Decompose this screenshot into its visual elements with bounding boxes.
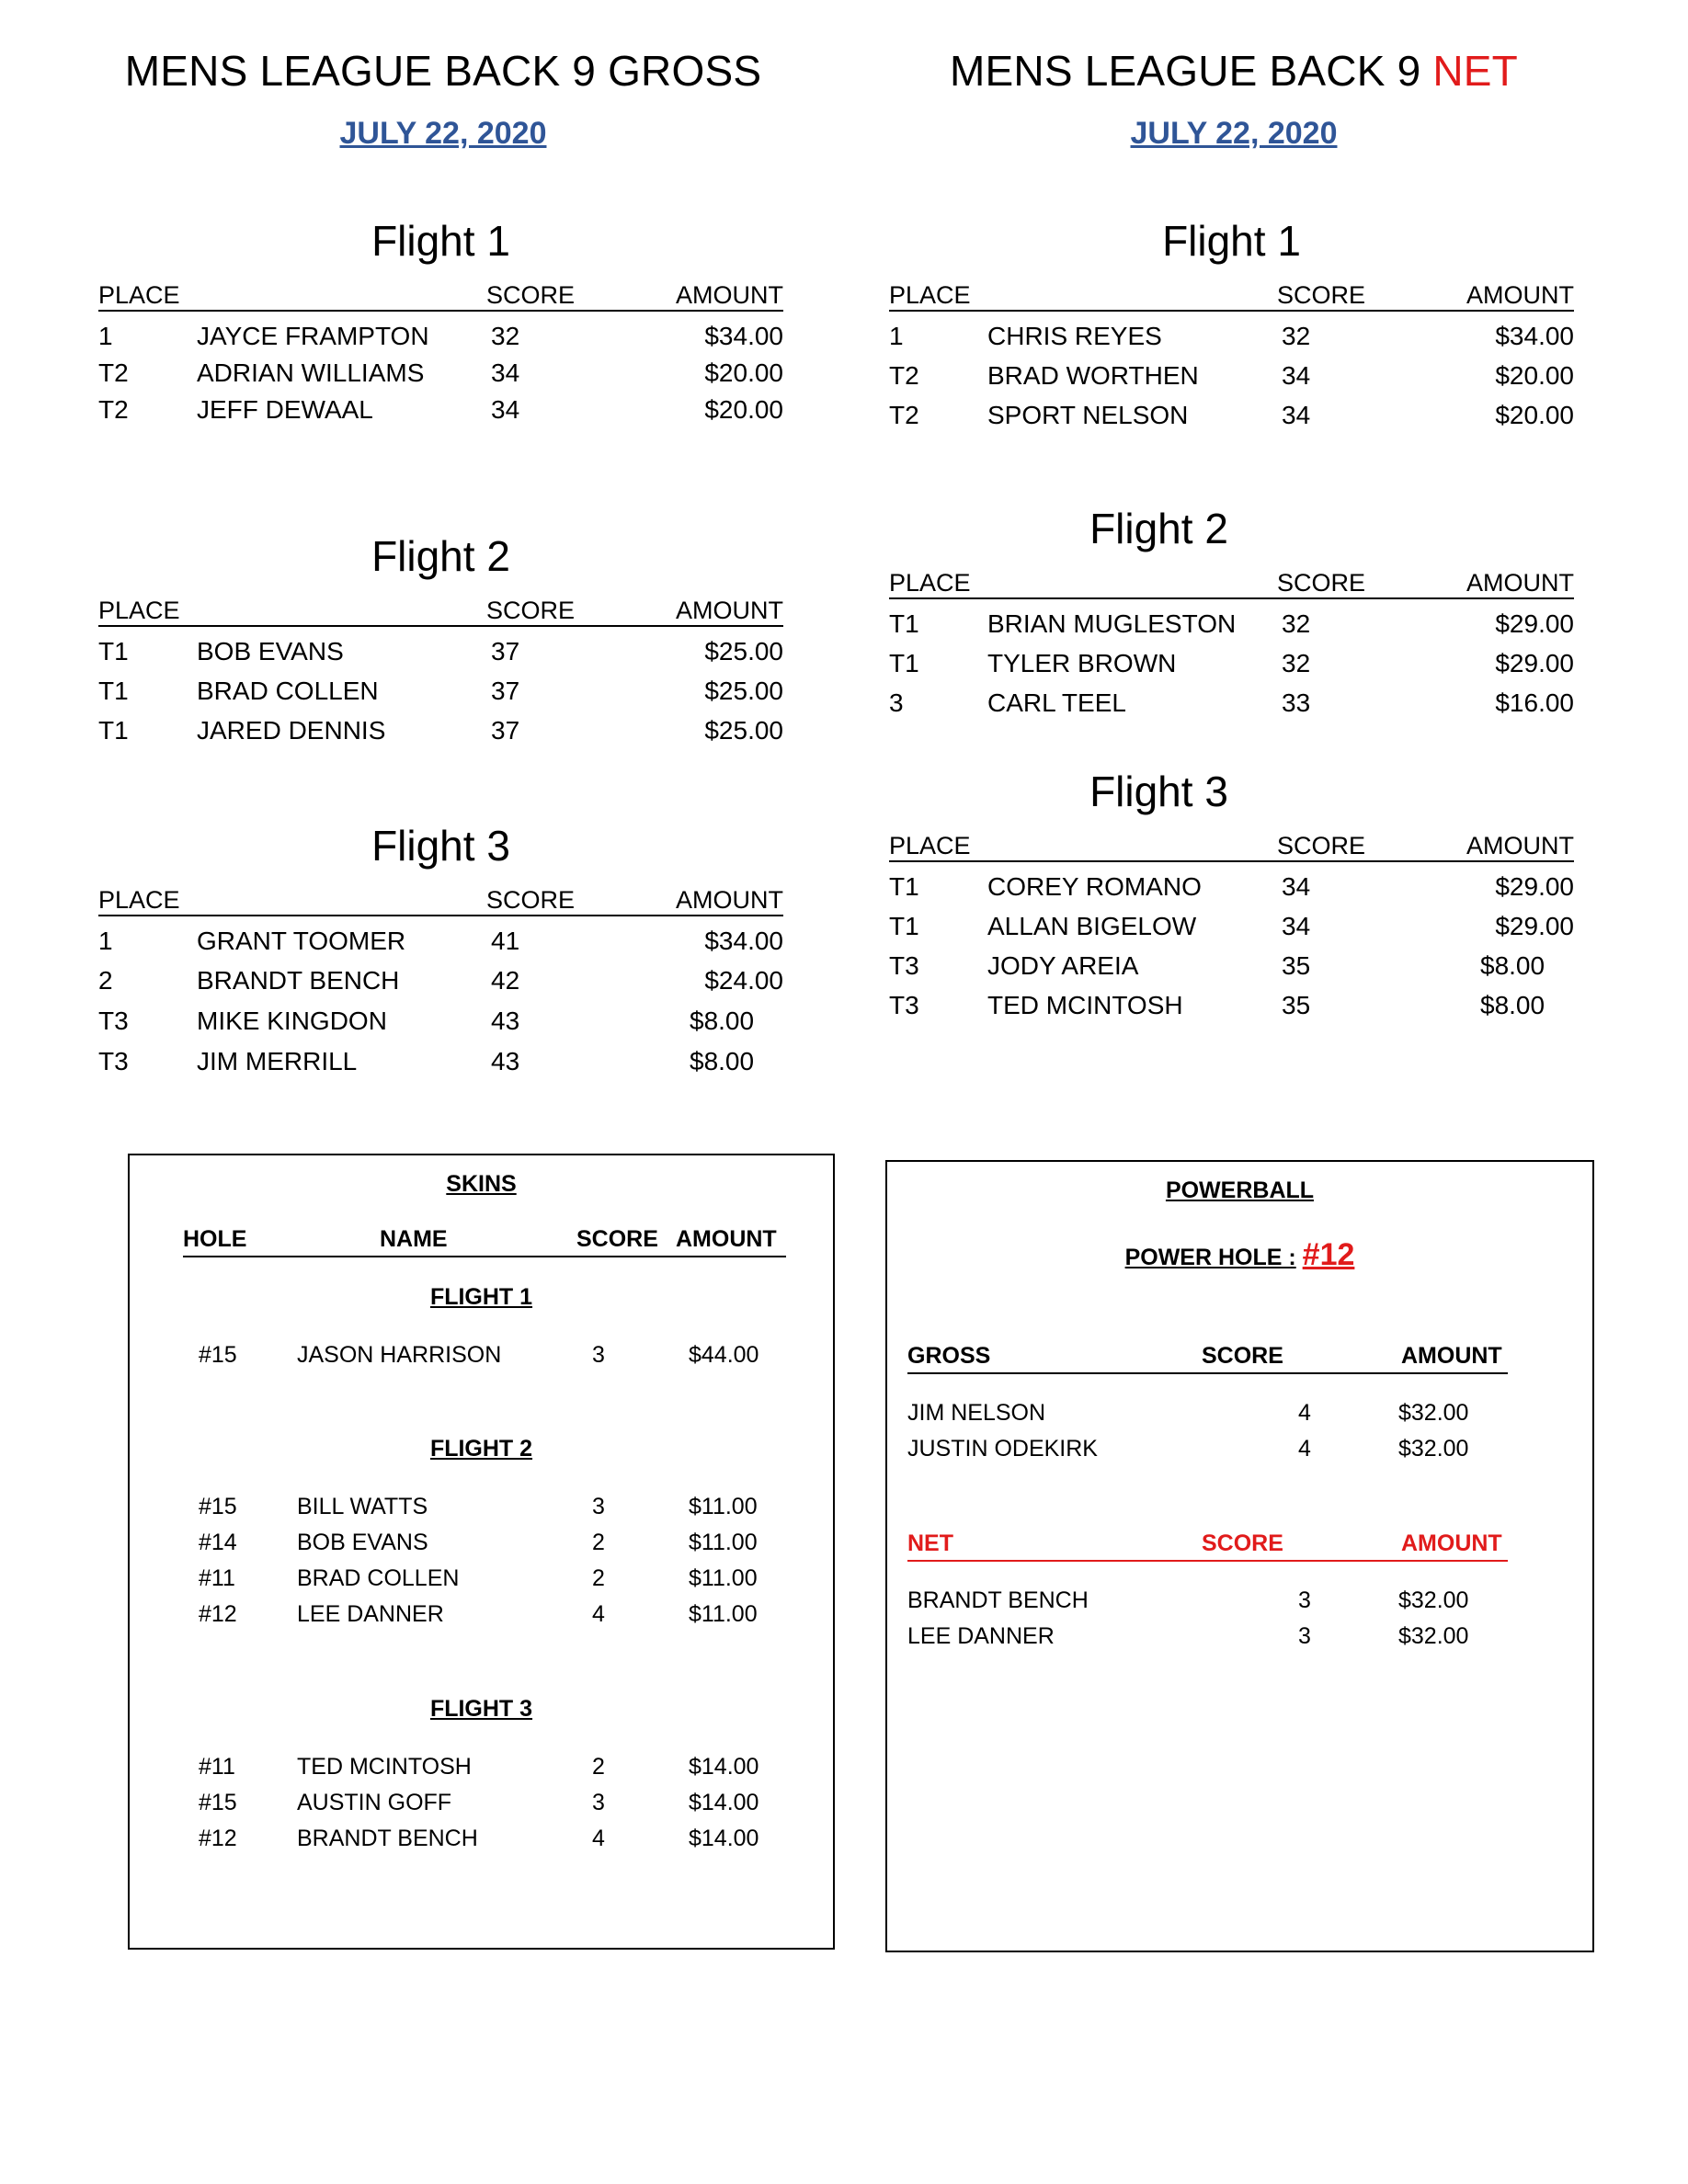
- amount: $11.00: [689, 1494, 758, 1519]
- amount-header: AMOUNT: [1401, 1530, 1502, 1556]
- hole: #14: [199, 1530, 237, 1555]
- score-header: SCORE: [1277, 832, 1366, 859]
- flight-title: Flight 1: [371, 217, 510, 265]
- amount: $29.00: [1495, 649, 1574, 677]
- hole: #12: [199, 1601, 237, 1627]
- amount: $25.00: [704, 716, 783, 745]
- table-row: [889, 991, 1574, 1024]
- score: 35: [1282, 951, 1311, 980]
- table-header: [98, 887, 783, 916]
- player-name: JODY AREIA: [987, 951, 1139, 980]
- amount: $32.00: [1398, 1436, 1469, 1462]
- score: 2: [592, 1565, 605, 1591]
- amount: $20.00: [704, 395, 783, 424]
- score: 3: [592, 1790, 605, 1815]
- score: 2: [592, 1530, 605, 1555]
- hole: #11: [199, 1565, 235, 1591]
- amount: $32.00: [1398, 1623, 1469, 1649]
- place: T2: [98, 395, 129, 424]
- score-header: SCORE: [1202, 1343, 1283, 1369]
- player-name: TED MCINTOSH: [987, 991, 1183, 1019]
- place-header: PLACE: [98, 886, 180, 914]
- amount: $14.00: [689, 1790, 759, 1815]
- score: 4: [592, 1826, 605, 1851]
- table-row: [98, 358, 783, 392]
- score: 42: [491, 966, 520, 995]
- score-header: SCORE: [1277, 281, 1366, 309]
- score: 32: [1282, 322, 1311, 350]
- player-name: BRAD COLLEN: [297, 1565, 460, 1591]
- player-name: BRAD COLLEN: [197, 677, 379, 705]
- gross-date: JULY 22, 2020: [339, 116, 547, 151]
- score: 4: [592, 1601, 605, 1627]
- net-title: [838, 46, 1629, 96]
- amount: $11.00: [689, 1601, 758, 1627]
- hole: #15: [199, 1342, 237, 1368]
- place-header: PLACE: [889, 281, 971, 309]
- player-name: SPORT NELSON: [987, 401, 1189, 429]
- amount: $32.00: [1398, 1400, 1469, 1426]
- player-name: BILL WATTS: [297, 1494, 428, 1519]
- hole: #12: [199, 1826, 237, 1851]
- amount: $20.00: [1495, 401, 1574, 429]
- table-row: [889, 361, 1574, 394]
- skins-title: SKINS: [446, 1171, 517, 1197]
- player-name: JAYCE FRAMPTON: [197, 322, 429, 350]
- place: 1: [98, 322, 113, 350]
- amount-header: AMOUNT: [1401, 1343, 1502, 1369]
- hole-header: HOLE: [183, 1226, 247, 1252]
- player-name: AUSTIN GOFF: [297, 1790, 452, 1815]
- place-header: PLACE: [98, 597, 180, 624]
- place: T2: [889, 401, 919, 429]
- amount: $29.00: [1495, 912, 1574, 940]
- score: 32: [1282, 609, 1311, 638]
- player-name: JARED DENNIS: [197, 716, 386, 745]
- powerball-gross-header: [907, 1343, 1508, 1374]
- amount: $29.00: [1495, 872, 1574, 901]
- amount: $8.00: [690, 1007, 755, 1035]
- score: 4: [1298, 1400, 1311, 1426]
- player-name: BOB EVANS: [197, 637, 344, 665]
- flight-title: Flight 3: [371, 822, 510, 870]
- place: T2: [889, 361, 919, 390]
- place: T3: [98, 1007, 129, 1035]
- place: T1: [889, 912, 919, 940]
- score: 43: [491, 1007, 520, 1035]
- table-row: [889, 872, 1574, 905]
- amount: $32.00: [1398, 1587, 1469, 1613]
- player-name: ALLAN BIGELOW: [987, 912, 1197, 940]
- skins-flight-2-title: FLIGHT 2: [429, 1436, 533, 1462]
- player-name: CHRIS REYES: [987, 322, 1162, 350]
- place: 2: [98, 966, 113, 995]
- place: T2: [98, 358, 129, 387]
- amount-header: AMOUNT: [1466, 569, 1574, 597]
- player-name: BRANDT BENCH: [297, 1826, 478, 1851]
- place: T3: [889, 991, 919, 1019]
- place: T1: [98, 716, 129, 745]
- table-row: [98, 395, 783, 428]
- table-row: [889, 951, 1574, 984]
- table-header: [889, 282, 1574, 312]
- place: T1: [889, 872, 919, 901]
- player-name: MIKE KINGDON: [197, 1007, 387, 1035]
- player-name: JEFF DEWAAL: [197, 395, 373, 424]
- amount: $25.00: [704, 677, 783, 705]
- score: 41: [491, 927, 520, 955]
- flight-title: Flight 2: [371, 532, 510, 580]
- amount-header: AMOUNT: [1466, 281, 1574, 309]
- player-name: CARL TEEL: [987, 688, 1126, 717]
- player-name: GRANT TOOMER: [197, 927, 406, 955]
- net-title-highlight: NET: [1432, 47, 1518, 95]
- gross-title: MENS LEAGUE BACK 9 GROSS: [124, 47, 762, 95]
- amount: $20.00: [704, 358, 783, 387]
- hole: #15: [199, 1494, 237, 1519]
- table-header: [98, 282, 783, 312]
- amount: $34.00: [704, 927, 783, 955]
- player-name: LEE DANNER: [907, 1623, 1055, 1649]
- amount: $8.00: [1480, 991, 1545, 1019]
- score: 37: [491, 637, 520, 665]
- place: 1: [889, 322, 904, 350]
- score-header: SCORE: [1202, 1530, 1283, 1556]
- table-row: [98, 927, 783, 960]
- score: 34: [491, 358, 520, 387]
- amount: $44.00: [689, 1342, 759, 1368]
- player-name: BOB EVANS: [297, 1530, 428, 1555]
- amount: $29.00: [1495, 609, 1574, 638]
- table-row: [98, 1047, 783, 1080]
- amount: $34.00: [704, 322, 783, 350]
- player-name: BRIAN MUGLESTON: [987, 609, 1237, 638]
- player-name: BRANDT BENCH: [907, 1587, 1089, 1613]
- amount-header: AMOUNT: [1466, 832, 1574, 859]
- table-row: [889, 401, 1574, 434]
- place: T1: [98, 677, 129, 705]
- score: 43: [491, 1047, 520, 1075]
- place: 1: [98, 927, 113, 955]
- player-name: JUSTIN ODEKIRK: [907, 1436, 1098, 1462]
- score: 34: [491, 395, 520, 424]
- place: 3: [889, 688, 904, 717]
- amount-header: AMOUNT: [676, 597, 783, 624]
- player-name: BRAD WORTHEN: [987, 361, 1199, 390]
- player-name: JIM MERRILL: [197, 1047, 358, 1075]
- amount: $11.00: [689, 1530, 758, 1555]
- score: 3: [592, 1494, 605, 1519]
- net-date: JULY 22, 2020: [1130, 116, 1338, 151]
- place: T1: [889, 649, 919, 677]
- table-row: [98, 1007, 783, 1040]
- score: 32: [1282, 649, 1311, 677]
- table-row: [98, 716, 783, 749]
- table-header: [889, 570, 1574, 599]
- skins-flight-1-title: FLIGHT 1: [429, 1284, 533, 1310]
- score: 34: [1282, 401, 1311, 429]
- flight-title: Flight 2: [1089, 505, 1228, 552]
- net-title-prefix: MENS LEAGUE BACK 9: [950, 47, 1421, 95]
- amount: $11.00: [689, 1565, 758, 1591]
- flight-title: Flight 3: [1089, 768, 1228, 815]
- place: T3: [98, 1047, 129, 1075]
- score: 3: [1298, 1587, 1311, 1613]
- gross-label: GROSS: [907, 1343, 991, 1369]
- skins-flight-3-title: FLIGHT 3: [429, 1696, 533, 1722]
- amount: $8.00: [690, 1047, 755, 1075]
- score-header: SCORE: [486, 597, 576, 624]
- amount: $16.00: [1495, 688, 1574, 717]
- score-header: SCORE: [576, 1226, 658, 1252]
- score: 37: [491, 716, 520, 745]
- score: 32: [491, 322, 520, 350]
- player-name: JIM NELSON: [907, 1400, 1046, 1426]
- amount: $14.00: [689, 1754, 759, 1780]
- power-hole-line: [887, 1237, 1592, 1273]
- table-row: [889, 688, 1574, 722]
- place-header: PLACE: [889, 569, 971, 597]
- amount-header: AMOUNT: [676, 1226, 777, 1252]
- flight-title: Flight 1: [1162, 217, 1301, 265]
- score: 35: [1282, 991, 1311, 1019]
- net-label: NET: [907, 1530, 953, 1556]
- table-row: [98, 677, 783, 710]
- amount-header: AMOUNT: [676, 281, 783, 309]
- place-header: PLACE: [98, 281, 180, 309]
- amount-header: AMOUNT: [676, 886, 783, 914]
- score: 34: [1282, 872, 1311, 901]
- score: 33: [1282, 688, 1311, 717]
- score-header: SCORE: [486, 886, 576, 914]
- score: 3: [1298, 1623, 1311, 1649]
- table-row: [98, 637, 783, 670]
- table-row: [889, 322, 1574, 355]
- player-name: COREY ROMANO: [987, 872, 1202, 901]
- power-hole-label: POWER HOLE :: [1124, 1245, 1296, 1270]
- score: 34: [1282, 361, 1311, 390]
- score: 34: [1282, 912, 1311, 940]
- skins-box: [128, 1154, 835, 1950]
- powerball-title: POWERBALL: [1165, 1177, 1315, 1203]
- table-header: [98, 597, 783, 627]
- hole: #15: [199, 1790, 237, 1815]
- table-row: [98, 322, 783, 355]
- power-hole-value: #12: [1302, 1237, 1355, 1272]
- amount: $20.00: [1495, 361, 1574, 390]
- player-name: LEE DANNER: [297, 1601, 444, 1627]
- amount: $25.00: [704, 637, 783, 665]
- amount: $8.00: [1480, 951, 1545, 980]
- player-name: TYLER BROWN: [987, 649, 1177, 677]
- table-row: [889, 609, 1574, 643]
- table-row: [98, 966, 783, 999]
- place: T1: [889, 609, 919, 638]
- amount: $34.00: [1495, 322, 1574, 350]
- hole: #11: [199, 1754, 235, 1780]
- place: T1: [98, 637, 129, 665]
- player-name: BRANDT BENCH: [197, 966, 400, 995]
- table-row: [889, 649, 1574, 682]
- powerball-box: [885, 1160, 1594, 1952]
- powerball-net-header: [907, 1530, 1508, 1562]
- score: 2: [592, 1754, 605, 1780]
- player-name: JASON HARRISON: [297, 1342, 502, 1368]
- score: 37: [491, 677, 520, 705]
- amount: $24.00: [704, 966, 783, 995]
- amount: $14.00: [689, 1826, 759, 1851]
- player-name: TED MCINTOSH: [297, 1754, 472, 1780]
- table-header: [889, 833, 1574, 862]
- place: T3: [889, 951, 919, 980]
- score-header: SCORE: [486, 281, 576, 309]
- score-header: SCORE: [1277, 569, 1366, 597]
- table-row: [889, 912, 1574, 945]
- player-name: ADRIAN WILLIAMS: [197, 358, 425, 387]
- score: 3: [592, 1342, 605, 1368]
- name-header: NAME: [380, 1226, 448, 1252]
- score: 4: [1298, 1436, 1311, 1462]
- place-header: PLACE: [889, 832, 971, 859]
- skins-header: [183, 1226, 786, 1257]
